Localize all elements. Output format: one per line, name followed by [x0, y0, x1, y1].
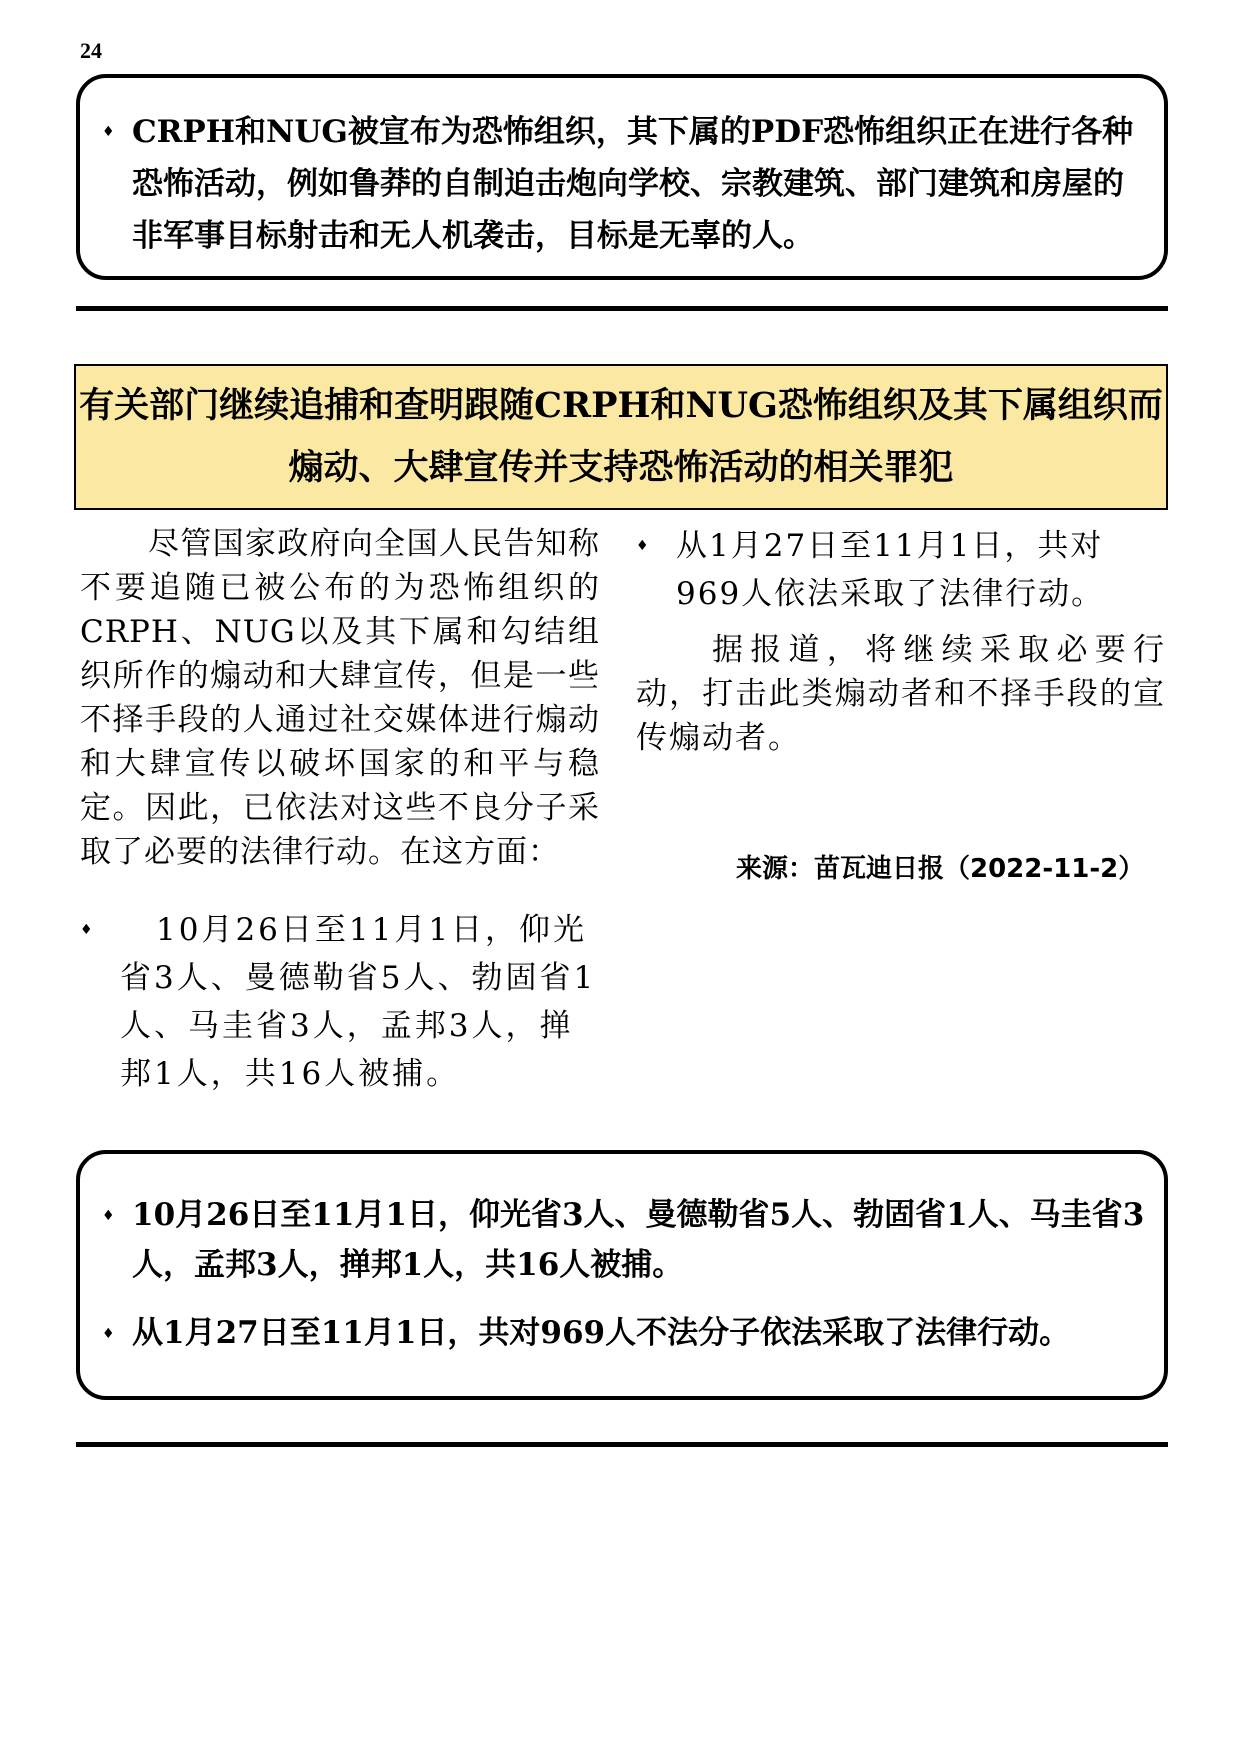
arrests-bullet-text: 10月26日至11月1日，仰光省3人、曼德勒省5人、勃固省1人、马圭省3人，孟邦3人，掸邦1人，共16人被捕。: [120, 912, 597, 1092]
top-summary-item: [96, 106, 1146, 262]
bottom-summary-text: 10月26日至11月1日，仰光省3人、曼德勒省5人、勃固省1人、马圭省3人，孟邦3人，掸邦1人，共16人被捕。: [132, 1197, 1145, 1283]
diamond-bullet-icon: ♦: [102, 1208, 115, 1224]
legal-action-bullet: [636, 522, 1166, 618]
section-divider: [76, 306, 1168, 311]
diamond-bullet-icon: ♦: [102, 1326, 115, 1342]
page-number: 24: [80, 38, 102, 63]
headline-line-2: 煽动、大肆宣传并支持恐怖活动的相关罪犯: [288, 447, 954, 488]
article-source: 来源：苗瓦迪日报（2022-11-2）: [736, 854, 1145, 884]
bottom-summary-item: [96, 1308, 1146, 1360]
top-summary-text: CRPH和NUG被宣布为恐怖组织，其下属的PDF恐怖组织正在进行各种恐怖活动，例如鲁莽的自制迫击炮向学校、宗教建筑、部门建筑和房屋的非军事目标射击和无人机袭击，目标是无辜的人。: [132, 114, 1134, 254]
article-headline: [74, 364, 1168, 510]
headline-line-1: 有关部门继续追捕和查明跟随CRPH和NUG恐怖组织及其下属组织而: [79, 385, 1163, 426]
legal-action-bullet-text: 从1月27日至11月1日，共对969人依法采取了法律行动。: [676, 528, 1105, 612]
bottom-summary-box: [76, 1150, 1168, 1400]
article-left-column: [80, 522, 600, 1098]
bottom-summary-item: [96, 1190, 1146, 1290]
bottom-summary-text: 从1月27日至11月1日，共对969人不法分子依法采取了法律行动。: [132, 1315, 1071, 1351]
diamond-bullet-icon: ♦: [102, 124, 115, 140]
article-closing-paragraph: 据报道，将继续采取必要行动，打击此类煽动者和不择手段的宣传煽动者。: [636, 632, 1166, 756]
arrests-bullet: [80, 906, 600, 1098]
article-intro-paragraph: 尽管国家政府向全国人民告知称不要追随已被公布的为恐怖组织的CRPH、NUG以及其下属和勾结组织所作的煽动和大肆宣传，但是一些不择手段的人通过社交媒体进行煽动和大肆宣传以破坏国家的和平与稳定。因此，已依法对这些不良分子采取了必要的法律行动。在这方面：: [80, 526, 600, 870]
article-right-column: [636, 522, 1166, 760]
page-bottom-divider: [76, 1442, 1168, 1447]
top-summary-box: [76, 74, 1168, 280]
diamond-bullet-icon: ♦: [80, 922, 94, 938]
diamond-bullet-icon: ♦: [636, 538, 650, 554]
